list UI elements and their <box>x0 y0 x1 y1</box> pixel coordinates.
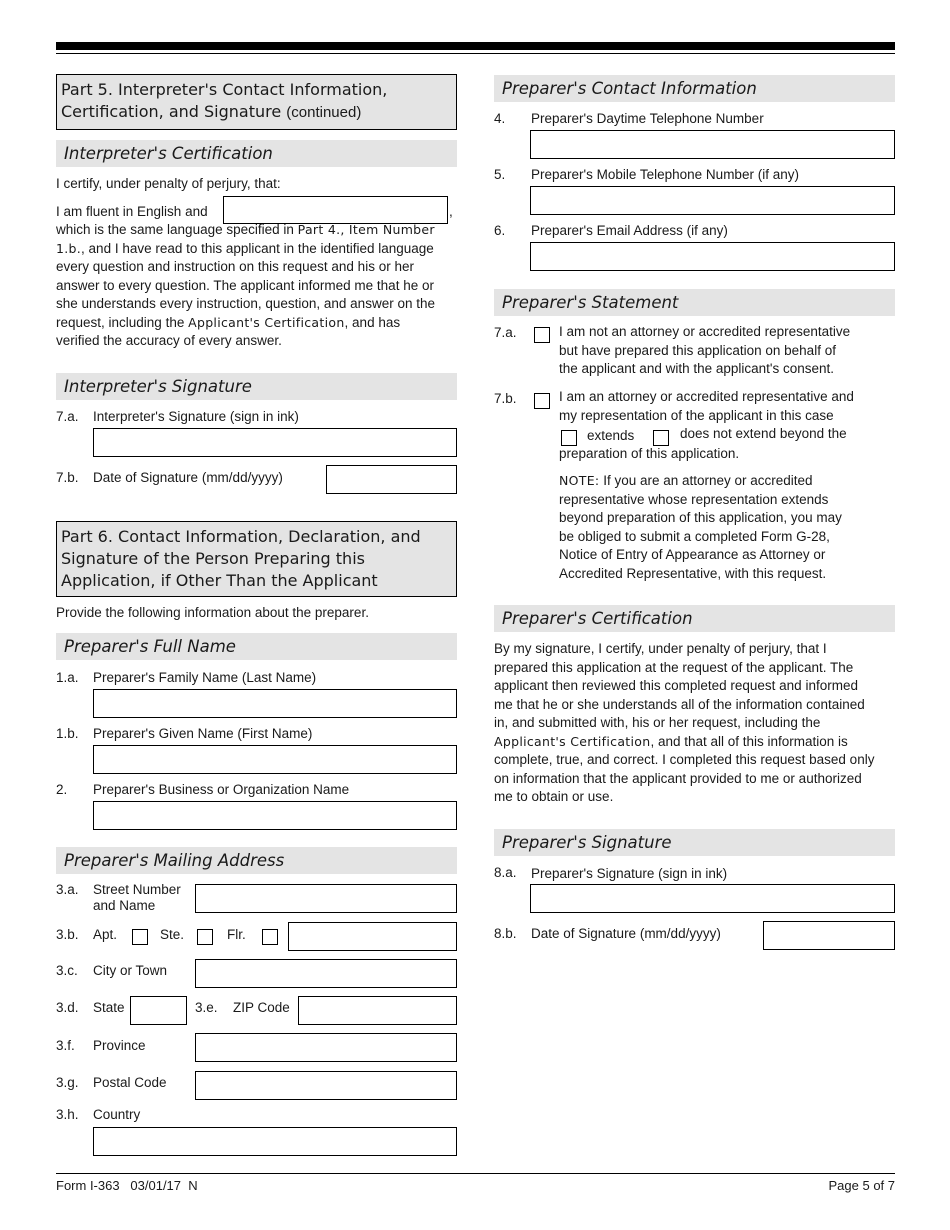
part5-continued: (continued) <box>286 104 362 121</box>
note-line6: Accredited Representative, with this request. <box>559 565 827 581</box>
top-rule-thin <box>56 53 895 54</box>
preparer-signature-heading: Preparer's Signature <box>494 829 895 856</box>
prep-cert-l9: me to obtain or use. <box>494 789 614 804</box>
preparer-signature-label: Preparer's Signature (sign in ink) <box>531 866 728 881</box>
part6-header <box>56 521 457 597</box>
item-3b-number: 3.b. <box>56 927 79 942</box>
item-3h-number: 3.h. <box>56 1107 79 1122</box>
item-1a-number: 1.a. <box>56 670 79 685</box>
statement-b1: I am an attorney or accredited representative and <box>559 389 854 404</box>
item-8b-number: 8.b. <box>494 926 517 941</box>
attorney-note <box>559 472 842 583</box>
ste-checkbox[interactable] <box>197 929 213 945</box>
interp-signature-field[interactable] <box>93 428 457 457</box>
item-3c-number: 3.c. <box>56 963 78 978</box>
zip-label: ZIP Code <box>233 1000 290 1015</box>
full-name-heading: Preparer's Full Name <box>56 633 457 660</box>
fluent-comma: , <box>449 204 453 219</box>
prep-cert-l3: applicant then reviewed this completed request and informed <box>494 678 858 693</box>
note-line5: Notice of Entry of Appearance as Attorney or <box>559 547 826 562</box>
business-name-input[interactable] <box>93 801 457 830</box>
postal-code-label: Postal Code <box>93 1075 167 1090</box>
ste-label: Ste. <box>160 927 185 942</box>
flr-label: Flr. <box>227 927 246 942</box>
item-8a-number: 8.a. <box>494 865 517 880</box>
item-2-number: 2. <box>56 782 68 797</box>
attorney-text-top <box>559 388 854 425</box>
zip-input[interactable] <box>298 996 457 1025</box>
prep-cert-l7: complete, true, and correct. I completed this request based only <box>494 752 875 767</box>
city-label: City or Town <box>93 963 168 978</box>
statement-7a-number: 7.a. <box>494 325 517 340</box>
preparer-signature-field[interactable] <box>530 884 895 913</box>
item-3d-number: 3.d. <box>56 1000 79 1015</box>
part5-title: Part 5. Interpreter's Contact Information, Certification, and Signature <box>61 80 388 121</box>
given-name-input[interactable] <box>93 745 457 774</box>
statement-b4: preparation of this application. <box>559 446 740 461</box>
cert-ref-part4: Part 4., Item Number <box>297 222 435 237</box>
item-6-number: 6. <box>494 223 506 238</box>
street-label-line1: Street Number <box>93 882 181 897</box>
extends-label: extends <box>587 428 635 443</box>
note-label: NOTE: <box>559 473 600 488</box>
cert-line1a: which is the same language specified in <box>56 222 294 237</box>
mailing-address-heading: Preparer's Mailing Address <box>56 847 457 874</box>
cert-line5: she understands every instruction, question, and answer on the <box>56 296 435 311</box>
item-3f-number: 3.f. <box>56 1038 75 1053</box>
item-7a-number: 7.a. <box>56 409 79 424</box>
unit-number-input[interactable] <box>288 922 457 951</box>
statement-a2: but have prepared this application on behalf of <box>559 342 836 358</box>
interpreter-signature-heading: Interpreter's Signature <box>56 373 457 400</box>
part6-line3: Application, if Other Than the Applicant <box>61 571 378 590</box>
country-label: Country <box>93 1107 141 1122</box>
apt-checkbox[interactable] <box>132 929 148 945</box>
certification-heading: Preparer's Certification <box>494 605 895 632</box>
statement-a1: I am not an attorney or accredited representative <box>559 324 851 339</box>
item-5-number: 5. <box>494 167 506 182</box>
state-input[interactable] <box>130 996 187 1025</box>
cert-ref-1b: 1.b. <box>56 240 82 256</box>
not-attorney-checkbox[interactable] <box>534 327 550 343</box>
preparer-date-field[interactable] <box>763 921 895 950</box>
footer-form-id: Form I-363 03/01/17 N <box>56 1178 198 1193</box>
cert-line6a: request, including the <box>56 314 185 330</box>
note-line2: representative whose representation extends <box>559 491 829 507</box>
part5-header <box>56 74 457 130</box>
street-label-line2: and Name <box>93 898 156 913</box>
item-7b-number: 7.b. <box>56 470 79 485</box>
footer-rule <box>56 1173 895 1174</box>
mobile-phone-input[interactable] <box>530 186 895 215</box>
daytime-phone-label: Preparer's Daytime Telephone Number <box>531 111 764 126</box>
prep-cert-l8: on information that the applicant provided to me or authorized <box>494 770 862 786</box>
prep-cert-l5: in, and submitted with, his or her request, including the <box>494 715 821 730</box>
prep-cert-l2: prepared this application at the request of the applicant. The <box>494 659 854 675</box>
state-label: State <box>93 1000 125 1015</box>
not-extend-checkbox[interactable] <box>653 430 669 446</box>
mobile-phone-label: Preparer's Mobile Telephone Number (if any) <box>531 167 799 182</box>
family-name-input[interactable] <box>93 689 457 718</box>
interp-date-field[interactable] <box>326 465 457 494</box>
part6-intro: Provide the following information about the preparer. <box>56 605 369 620</box>
preparer-date-label: Date of Signature (mm/dd/yyyy) <box>531 926 721 941</box>
prep-cert-l1: By my signature, I certify, under penalty of perjury, that I <box>494 641 827 656</box>
item-1b-number: 1.b. <box>56 726 79 741</box>
item-3e-number: 3.e. <box>195 1000 218 1015</box>
note-line3: beyond preparation of this application, you may <box>559 510 842 525</box>
attorney-checkbox[interactable] <box>534 393 550 409</box>
statement-heading: Preparer's Statement <box>494 289 895 316</box>
note-line1: If you are an attorney or accredited <box>599 473 813 488</box>
cert-line3: every question and instruction on this request and his or her <box>56 259 414 274</box>
cert-line6c: , and has <box>344 314 401 330</box>
street-label <box>93 882 181 914</box>
given-name-label: Preparer's Given Name (First Name) <box>93 726 313 741</box>
note-line4: be obliged to submit a completed Form G-28, <box>559 528 830 544</box>
prep-cert-applicant-cert: Applicant's Certification <box>494 733 651 749</box>
email-label: Preparer's Email Address (if any) <box>531 223 728 238</box>
city-input[interactable] <box>195 959 457 988</box>
street-input[interactable] <box>195 884 457 913</box>
daytime-phone-input[interactable] <box>530 130 895 159</box>
not-attorney-text <box>559 323 850 379</box>
not-extend-label: does not extend beyond the <box>680 426 847 441</box>
part6-line1: Part 6. Contact Information, Declaration, and <box>61 527 421 546</box>
cert-line7: verified the accuracy of every answer. <box>56 333 282 348</box>
postal-code-input[interactable] <box>195 1071 457 1100</box>
preparer-certification-text <box>494 640 896 807</box>
top-rule-thick <box>56 42 895 50</box>
interp-cert-intro: I certify, under penalty of perjury, that: <box>56 176 281 191</box>
part6-line2: Signature of the Person Preparing this <box>61 549 365 568</box>
email-input[interactable] <box>530 242 895 271</box>
province-input[interactable] <box>195 1033 457 1062</box>
statement-7b-number: 7.b. <box>494 391 517 406</box>
apt-label: Apt. <box>93 927 118 942</box>
interp-cert-body <box>56 221 458 351</box>
prep-cert-l4: me that he or she understands all of the information contained <box>494 696 865 712</box>
extends-checkbox[interactable] <box>561 430 577 446</box>
interpreter-certification-heading: Interpreter's Certification <box>56 140 457 167</box>
contact-info-heading: Preparer's Contact Information <box>494 75 895 102</box>
interp-signature-label: Interpreter's Signature (sign in ink) <box>93 409 299 424</box>
footer-page-number: Page 5 of 7 <box>828 1178 895 1193</box>
business-name-label: Preparer's Business or Organization Name <box>93 782 350 797</box>
item-3a-number: 3.a. <box>56 882 79 897</box>
interp-date-label: Date of Signature (mm/dd/yyyy) <box>93 470 283 485</box>
item-3g-number: 3.g. <box>56 1075 79 1090</box>
item-4-number: 4. <box>494 111 506 126</box>
family-name-label: Preparer's Family Name (Last Name) <box>93 670 317 685</box>
statement-b2: my representation of the applicant in this case <box>559 407 834 423</box>
flr-checkbox[interactable] <box>262 929 278 945</box>
cert-line2b: , and I have read to this applicant in the identified language <box>81 240 434 256</box>
prep-cert-l6b: , and that all of this information is <box>650 733 848 749</box>
language-input[interactable] <box>223 196 448 224</box>
province-label: Province <box>93 1038 146 1053</box>
cert-line4: answer to every question. The applicant informed me that he or <box>56 277 434 293</box>
fluent-prefix: I am fluent in English and <box>56 204 208 219</box>
cert-applicant-cert: Applicant's Certification <box>188 314 345 330</box>
country-input[interactable] <box>93 1127 457 1156</box>
statement-a3: the applicant and with the applicant's consent. <box>559 361 835 376</box>
